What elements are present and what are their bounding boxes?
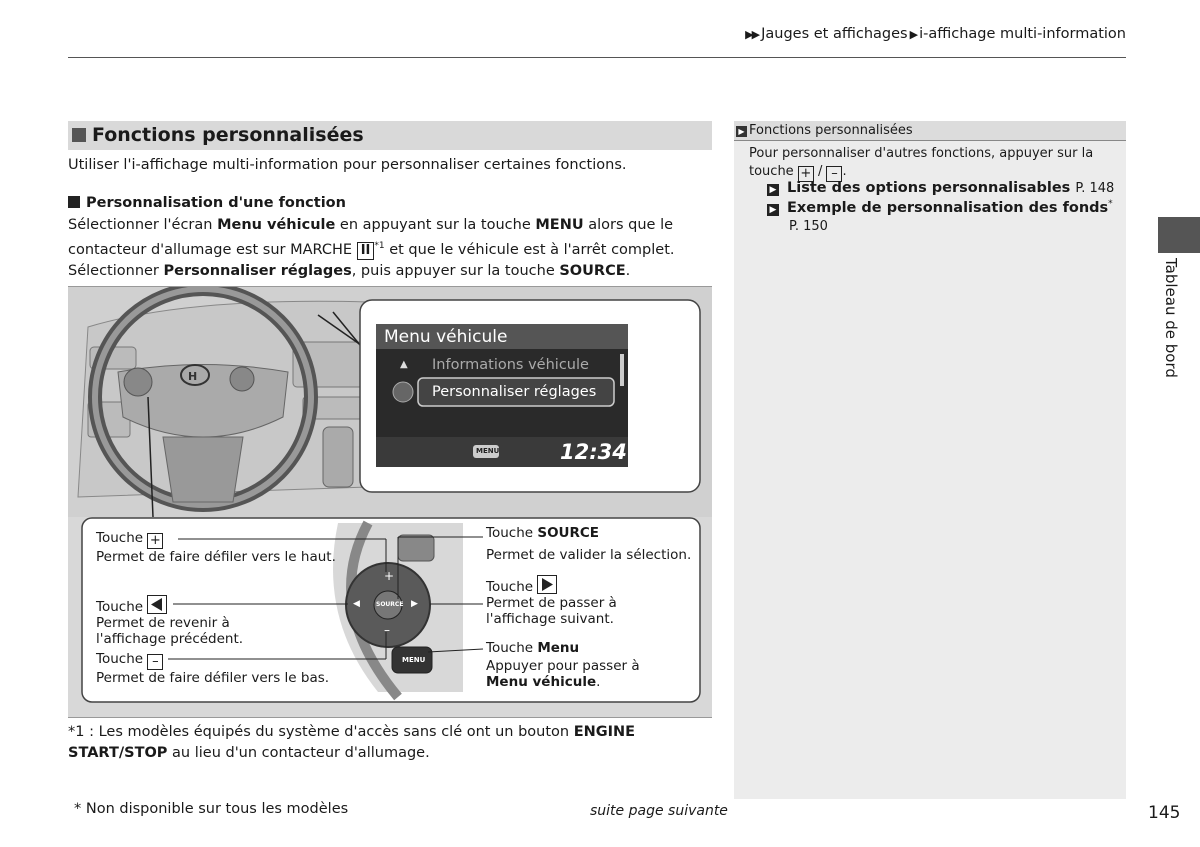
display-item-informations[interactable]: Informations véhicule [432, 357, 589, 373]
triangle-icon: ▶ [909, 28, 917, 41]
callout-left-text: Touche [96, 599, 148, 615]
left-key-icon [147, 595, 167, 614]
square-bullet-icon [72, 128, 86, 142]
plus-key-icon: + [147, 533, 163, 549]
menu-button[interactable]: MENU [402, 656, 426, 664]
body-text-2: en appuyant sur la touche [335, 217, 536, 233]
footnote-1 [68, 722, 718, 764]
sidebar-text [749, 145, 1109, 182]
double-triangle-icon: ▶▶ [745, 28, 759, 41]
callout-source-text: Touche [486, 525, 538, 541]
body-personnaliser: Personnaliser réglages [163, 262, 352, 279]
body-source: SOURCE [559, 262, 626, 279]
callout-source-label [486, 525, 599, 542]
footnote-1-bold: ENGINE START/STOP [68, 724, 636, 761]
callout-left-desc2: l'affichage précédent. [96, 631, 244, 647]
right-button-icon[interactable]: ▶ [411, 599, 418, 609]
sidebar-ref-2-page[interactable]: P. 150 [789, 219, 828, 234]
source-button[interactable]: SOURCE [376, 601, 404, 608]
breadcrumb-part1[interactable]: Jauges et affichages [761, 26, 908, 42]
plus-button-icon[interactable]: + [384, 569, 395, 583]
header-divider [68, 57, 1126, 58]
footnote-ref[interactable]: *1 [374, 241, 385, 251]
dashboard-illustration [68, 287, 712, 717]
reference-arrow-icon: ▶ [767, 184, 779, 196]
callout-left-desc1: Permet de revenir à [96, 615, 230, 631]
minus-key-icon: – [826, 166, 842, 182]
display-item-personnaliser[interactable]: Personnaliser réglages [432, 384, 597, 400]
sidebar-ref-2-text[interactable]: Exemple de personnalisation des fonds [787, 199, 1109, 216]
callout-menu-bold: Menu [537, 640, 580, 656]
subsection-body [68, 215, 718, 282]
body-text-3: alors que le contacteur d'allumage est sur MARCHE [68, 217, 674, 258]
callout-minus-text: Touche [96, 651, 148, 667]
sidebar-header-text: Fonctions personnalisées [749, 123, 913, 138]
square-bullet-icon [68, 196, 80, 208]
sidebar-slash: / [813, 164, 827, 179]
section-title-text: Fonctions personnalisées [92, 124, 364, 146]
callout-source-bold: SOURCE [537, 525, 600, 541]
sidebar-ref-1[interactable] [767, 180, 1114, 196]
sidebar-ref-1-page[interactable]: P. 148 [1075, 181, 1115, 196]
callout-menu-desc1: Appuyer pour passer à [486, 658, 640, 674]
body-text-1: Sélectionner l'écran [68, 217, 218, 233]
sidebar-ref-2[interactable] [767, 199, 1113, 216]
callout-minus-desc: Permet de faire défiler vers le bas. [96, 670, 330, 686]
body-text-4: et que le véhicule est à l'arrêt complet. Sélectionner [68, 241, 675, 279]
chapter-tab-label [1150, 258, 1190, 418]
callout-left-label [96, 595, 167, 616]
sidebar-text-1: Pour personnaliser d'autres fonctions, appuyer sur la touche [749, 146, 1094, 179]
sidebar-header [734, 121, 1126, 141]
callout-right-text: Touche [486, 579, 538, 595]
svg-text:H: H [188, 370, 198, 383]
chapter-tab[interactable] [1158, 217, 1200, 253]
callout-menu-desc3: . [596, 674, 601, 690]
callout-menu-text: Touche [486, 640, 538, 656]
subsection-title-text: Personnalisation d'une fonction [86, 195, 346, 211]
note-arrow-icon: ▶ [736, 126, 747, 137]
callout-right-label [486, 575, 557, 596]
minus-key-icon: – [147, 654, 163, 670]
display-time: 12:34 [560, 440, 627, 464]
body-text-6: . [625, 262, 631, 279]
callout-right-desc2: l'affichage suivant. [486, 611, 614, 627]
footnote-1-text1: *1 : Les modèles équipés du système d'accès sans clé ont un bouton [68, 724, 574, 740]
section-title [68, 121, 712, 150]
callout-menu-label [486, 640, 579, 657]
dashboard-figure [68, 286, 712, 718]
callout-plus-text: Touche [96, 530, 148, 546]
breadcrumb [745, 26, 1126, 42]
chapter-tab-text: Tableau de bord [1162, 258, 1180, 378]
svg-text:▲: ▲ [400, 359, 408, 370]
callout-plus-label [96, 530, 163, 549]
callout-menu-desc2 [486, 674, 600, 691]
subsection-title [68, 195, 346, 211]
section-intro: Utiliser l'i-affichage multi-information pour personnaliser certaines fonctions. [68, 157, 627, 173]
callout-plus-desc: Permet de faire défiler vers le haut. [96, 549, 336, 565]
right-key-icon [537, 575, 557, 594]
reference-arrow-icon: ▶ [767, 204, 779, 216]
page-number: 145 [1148, 803, 1181, 823]
callout-minus-label [96, 651, 163, 670]
display-title: Menu véhicule [384, 327, 508, 347]
marche-key-symbol: II [357, 242, 375, 260]
body-text-5: , puis appuyer sur la touche [351, 262, 560, 279]
sidebar-ref-1-text[interactable]: Liste des options personnalisables [787, 180, 1071, 196]
footnote-1-text2: au lieu d'un contacteur d'allumage. [167, 745, 430, 761]
footnote-2: * Non disponible sur tous les modèles [74, 801, 349, 817]
body-menu: MENU [535, 217, 584, 233]
callout-menu-desc2-bold: Menu véhicule [486, 674, 597, 690]
callout-source-desc: Permet de valider la sélection. [486, 547, 692, 563]
sidebar-ref-2-star: * [1108, 199, 1113, 209]
body-menu-vehicule: Menu véhicule [217, 217, 336, 233]
display-menu-icon: MENU [476, 447, 500, 455]
left-button-icon[interactable]: ◀ [353, 599, 360, 609]
breadcrumb-part2[interactable]: i-affichage multi-information [919, 26, 1126, 42]
minus-button-icon[interactable]: – [384, 623, 390, 637]
callout-right-desc1: Permet de passer à [486, 595, 617, 611]
sidebar-dot: . [842, 164, 847, 179]
continued-note: suite page suivante [590, 803, 728, 819]
plus-key-icon: + [798, 166, 814, 182]
